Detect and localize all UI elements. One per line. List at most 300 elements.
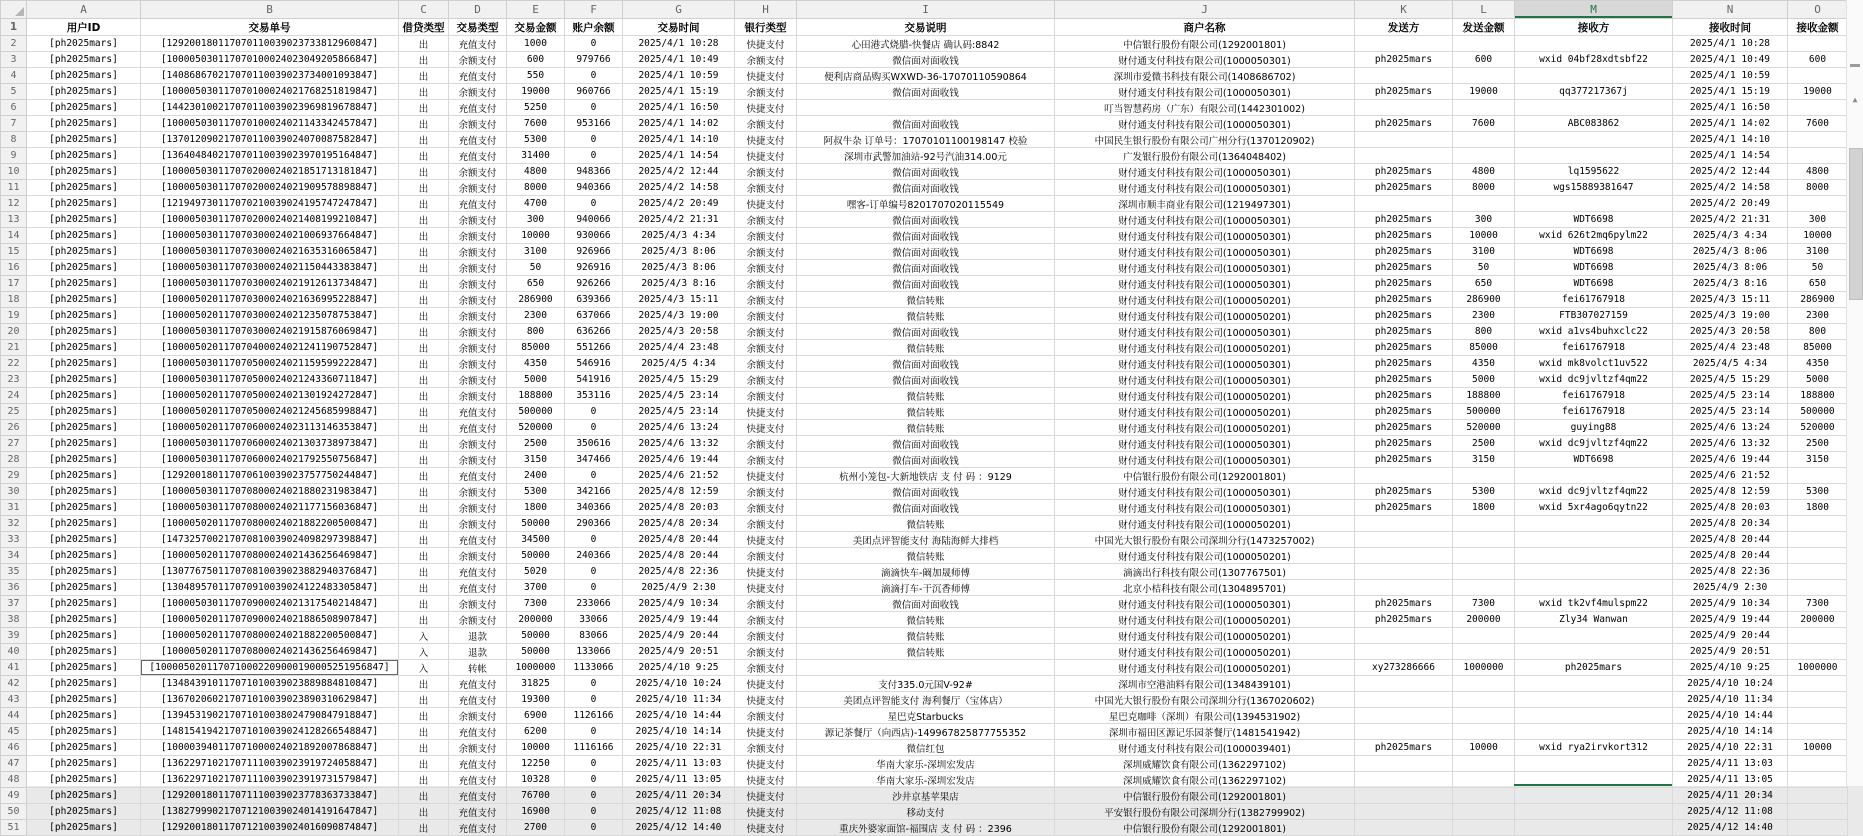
cell-O26[interactable]: 520000 [1788, 420, 1848, 436]
cell-I28[interactable]: 微信面对面收钱 [797, 452, 1055, 468]
cell-B4[interactable]: [140868670217070110039023734001093847] [141, 68, 399, 84]
cell-I32[interactable]: 微信转账 [797, 516, 1055, 532]
cell-H18[interactable]: 余额支付 [735, 292, 797, 308]
cell-D45[interactable]: 充值支付 [449, 724, 507, 740]
cell-J20[interactable]: 财付通支付科技有限公司(1000050301) [1055, 324, 1355, 340]
cell-G43[interactable]: 2025/4/10 11:34 [623, 692, 735, 708]
cell-E4[interactable]: 550 [507, 68, 565, 84]
cell-F43[interactable]: 0 [565, 692, 623, 708]
cell-B21[interactable]: [100005020117070400024021241190752847] [141, 340, 399, 356]
cell-J33[interactable]: 中国光大银行股份有限公司深圳分行(1473257002) [1055, 532, 1355, 548]
cell-B38[interactable]: [100005020117070900024021886508907847] [141, 612, 399, 628]
cell-M10[interactable]: lq1595622 [1515, 164, 1673, 180]
cell-B36[interactable]: [130489570117070910039024122483305847] [141, 580, 399, 596]
cell-E2[interactable]: 1000 [507, 36, 565, 52]
cell-B42[interactable]: [134843910117071010039023889884810847] [141, 676, 399, 692]
cell-N12[interactable]: 2025/4/2 20:49 [1673, 196, 1788, 212]
cell-H29[interactable]: 快捷支付 [735, 468, 797, 484]
cell-K10[interactable]: ph2025mars [1355, 164, 1453, 180]
cell-K47[interactable] [1355, 756, 1453, 772]
cell-A47[interactable]: [ph2025mars] [27, 756, 141, 772]
cell-J34[interactable]: 财付通支付科技有限公司(1000050201) [1055, 548, 1355, 564]
cell-H44[interactable]: 余额支付 [735, 708, 797, 724]
cell-C48[interactable]: 出 [399, 772, 449, 788]
cell-L6[interactable] [1453, 100, 1515, 116]
cell-E47[interactable]: 12250 [507, 756, 565, 772]
cell-G26[interactable]: 2025/4/6 13:24 [623, 420, 735, 436]
cell-L33[interactable] [1453, 532, 1515, 548]
cell-M27[interactable]: wxid dc9jvltzf4qm22 [1515, 436, 1673, 452]
select-all-corner[interactable] [1, 1, 27, 19]
cell-M22[interactable]: wxid mk8volct1uv522 [1515, 356, 1673, 372]
cell-E17[interactable]: 650 [507, 276, 565, 292]
cell-I49[interactable]: 沙井京基苹果店 [797, 788, 1055, 804]
cell-L49[interactable] [1453, 788, 1515, 804]
cell-A51[interactable]: [ph2025mars] [27, 820, 141, 836]
row-header-26[interactable]: 26 [1, 420, 27, 436]
cell-N6[interactable]: 2025/4/1 16:50 [1673, 100, 1788, 116]
cell-G31[interactable]: 2025/4/8 20:03 [623, 500, 735, 516]
cell-N46[interactable]: 2025/4/10 22:31 [1673, 740, 1788, 756]
cell-E29[interactable]: 2400 [507, 468, 565, 484]
cell-H8[interactable]: 快捷支付 [735, 132, 797, 148]
cell-G25[interactable]: 2025/4/5 23:14 [623, 404, 735, 420]
cell-M49[interactable] [1515, 788, 1673, 804]
cell-D26[interactable]: 充值支付 [449, 420, 507, 436]
cell-K29[interactable] [1355, 468, 1453, 484]
cell-J15[interactable]: 财付通支付科技有限公司(1000050301) [1055, 244, 1355, 260]
cell-I47[interactable]: 华南大家乐-深圳宏发店 [797, 756, 1055, 772]
row-header-31[interactable]: 31 [1, 500, 27, 516]
cell-F24[interactable]: 353116 [565, 388, 623, 404]
cell-O23[interactable]: 5000 [1788, 372, 1848, 388]
cell-F41[interactable]: 1133066 [565, 660, 623, 676]
cell-D40[interactable]: 退款 [449, 644, 507, 660]
cell-H27[interactable]: 余额支付 [735, 436, 797, 452]
cell-D31[interactable]: 余额支付 [449, 500, 507, 516]
row-header-6[interactable]: 6 [1, 100, 27, 116]
row-header-23[interactable]: 23 [1, 372, 27, 388]
column-header-F[interactable]: F [565, 1, 623, 19]
cell-A3[interactable]: [ph2025mars] [27, 52, 141, 68]
cell-C32[interactable]: 出 [399, 516, 449, 532]
cell-C21[interactable]: 出 [399, 340, 449, 356]
cell-N3[interactable]: 2025/4/1 10:49 [1673, 52, 1788, 68]
cell-N32[interactable]: 2025/4/8 20:34 [1673, 516, 1788, 532]
cell-F17[interactable]: 926266 [565, 276, 623, 292]
cell-G36[interactable]: 2025/4/9 2:30 [623, 580, 735, 596]
cell-O14[interactable]: 10000 [1788, 228, 1848, 244]
cell-O25[interactable]: 500000 [1788, 404, 1848, 420]
cell-N27[interactable]: 2025/4/6 13:32 [1673, 436, 1788, 452]
cell-E36[interactable]: 3700 [507, 580, 565, 596]
cell-K2[interactable] [1355, 36, 1453, 52]
cell-J11[interactable]: 财付通支付科技有限公司(1000050301) [1055, 180, 1355, 196]
cell-E23[interactable]: 5000 [507, 372, 565, 388]
cell-E21[interactable]: 85000 [507, 340, 565, 356]
cell-I4[interactable]: 便利店商品购买WXWD-36-17070110590864 [797, 68, 1055, 84]
cell-N26[interactable]: 2025/4/6 13:24 [1673, 420, 1788, 436]
cell-K7[interactable]: ph2025mars [1355, 116, 1453, 132]
cell-D8[interactable]: 充值支付 [449, 132, 507, 148]
cell-A19[interactable]: [ph2025mars] [27, 308, 141, 324]
cell-O20[interactable]: 800 [1788, 324, 1848, 340]
cell-H42[interactable]: 快捷支付 [735, 676, 797, 692]
cell-J18[interactable]: 财付通支付科技有限公司(1000050201) [1055, 292, 1355, 308]
cell-D42[interactable]: 充值支付 [449, 676, 507, 692]
cell-B32[interactable]: [100005020117070800024021882200500847] [141, 516, 399, 532]
cell-K33[interactable] [1355, 532, 1453, 548]
cell-G39[interactable]: 2025/4/9 20:44 [623, 628, 735, 644]
cell-N19[interactable]: 2025/4/3 19:00 [1673, 308, 1788, 324]
cell-G19[interactable]: 2025/4/3 19:00 [623, 308, 735, 324]
cell-A37[interactable]: [ph2025mars] [27, 596, 141, 612]
cell-G27[interactable]: 2025/4/6 13:32 [623, 436, 735, 452]
row-header-9[interactable]: 9 [1, 148, 27, 164]
cell-N28[interactable]: 2025/4/6 19:44 [1673, 452, 1788, 468]
cell-F37[interactable]: 233066 [565, 596, 623, 612]
cell-H10[interactable]: 余额支付 [735, 164, 797, 180]
cell-L22[interactable]: 4350 [1453, 356, 1515, 372]
cell-O9[interactable] [1788, 148, 1848, 164]
cell-B37[interactable]: [100005030117070900024021317540214847] [141, 596, 399, 612]
cell-C41[interactable]: 入 [399, 660, 449, 676]
cell-C3[interactable]: 出 [399, 52, 449, 68]
cell-L34[interactable] [1453, 548, 1515, 564]
cell-C30[interactable]: 出 [399, 484, 449, 500]
cell-G8[interactable]: 2025/4/1 14:10 [623, 132, 735, 148]
cell-B46[interactable]: [100003940117071000024021892007868847] [141, 740, 399, 756]
cell-E38[interactable]: 200000 [507, 612, 565, 628]
cell-O7[interactable]: 7600 [1788, 116, 1848, 132]
cell-A26[interactable]: [ph2025mars] [27, 420, 141, 436]
cell-K21[interactable]: ph2025mars [1355, 340, 1453, 356]
cell-O31[interactable]: 1800 [1788, 500, 1848, 516]
cell-E25[interactable]: 500000 [507, 404, 565, 420]
cell-J16[interactable]: 财付通支付科技有限公司(1000050301) [1055, 260, 1355, 276]
cell-D7[interactable]: 余额支付 [449, 116, 507, 132]
cell-J37[interactable]: 财付通支付科技有限公司(1000050301) [1055, 596, 1355, 612]
cell-I24[interactable]: 微信转账 [797, 388, 1055, 404]
cell-J50[interactable]: 平安银行股份有限公司深圳分行(1382799902) [1055, 804, 1355, 820]
cell-O28[interactable]: 3150 [1788, 452, 1848, 468]
cell-H19[interactable]: 余额支付 [735, 308, 797, 324]
cell-N7[interactable]: 2025/4/1 14:02 [1673, 116, 1788, 132]
cell-F5[interactable]: 960766 [565, 84, 623, 100]
cell-H46[interactable]: 余额支付 [735, 740, 797, 756]
cell-N15[interactable]: 2025/4/3 8:06 [1673, 244, 1788, 260]
cell-A41[interactable]: [ph2025mars] [27, 660, 141, 676]
cell-L20[interactable]: 800 [1453, 324, 1515, 340]
cell-J41[interactable]: 财付通支付科技有限公司(1000050201) [1055, 660, 1355, 676]
cell-E46[interactable]: 10000 [507, 740, 565, 756]
cell-E3[interactable]: 600 [507, 52, 565, 68]
cell-O8[interactable] [1788, 132, 1848, 148]
cell-H32[interactable]: 余额支付 [735, 516, 797, 532]
cell-H33[interactable]: 快捷支付 [735, 532, 797, 548]
cell-A34[interactable]: [ph2025mars] [27, 548, 141, 564]
cell-L5[interactable]: 19000 [1453, 84, 1515, 100]
cell-L41[interactable]: 1000000 [1453, 660, 1515, 676]
cell-D41[interactable]: 转帐 [449, 660, 507, 676]
row-header-18[interactable]: 18 [1, 292, 27, 308]
cell-F6[interactable]: 0 [565, 100, 623, 116]
cell-K32[interactable] [1355, 516, 1453, 532]
cell-A20[interactable]: [ph2025mars] [27, 324, 141, 340]
cell-M13[interactable]: WDT6698 [1515, 212, 1673, 228]
cell-J38[interactable]: 财付通支付科技有限公司(1000050201) [1055, 612, 1355, 628]
row-header-32[interactable]: 32 [1, 516, 27, 532]
cell-K49[interactable] [1355, 788, 1453, 804]
cell-G51[interactable]: 2025/4/12 14:40 [623, 820, 735, 836]
cell-I9[interactable]: 深圳市武警加油站-92号汽油314.00元 [797, 148, 1055, 164]
cell-F44[interactable]: 1126166 [565, 708, 623, 724]
column-header-C[interactable]: C [399, 1, 449, 19]
row-header-45[interactable]: 45 [1, 724, 27, 740]
cell-M45[interactable] [1515, 724, 1673, 740]
cell-E34[interactable]: 50000 [507, 548, 565, 564]
row-header-40[interactable]: 40 [1, 644, 27, 660]
cell-E30[interactable]: 5300 [507, 484, 565, 500]
cell-D47[interactable]: 充值支付 [449, 756, 507, 772]
cell-F11[interactable]: 940366 [565, 180, 623, 196]
cell-J21[interactable]: 财付通支付科技有限公司(1000050201) [1055, 340, 1355, 356]
cell-O17[interactable]: 650 [1788, 276, 1848, 292]
column-header-A[interactable]: A [27, 1, 141, 19]
cell-A23[interactable]: [ph2025mars] [27, 372, 141, 388]
cell-B40[interactable]: [100005020117070800024021436256469847] [141, 644, 399, 660]
cell-M4[interactable] [1515, 68, 1673, 84]
cell-A45[interactable]: [ph2025mars] [27, 724, 141, 740]
cell-B8[interactable]: [137012090217070110039024070087582847] [141, 132, 399, 148]
cell-M9[interactable] [1515, 148, 1673, 164]
cell-I16[interactable]: 微信面对面收钱 [797, 260, 1055, 276]
row-header-50[interactable]: 50 [1, 804, 27, 820]
cell-N34[interactable]: 2025/4/8 20:44 [1673, 548, 1788, 564]
cell-C40[interactable]: 入 [399, 644, 449, 660]
cell-B15[interactable]: [100005030117070300024021635316065847] [141, 244, 399, 260]
cell-I2[interactable]: 心田港式烧腊-快餐店 确认码:8842 [797, 36, 1055, 52]
cell-G48[interactable]: 2025/4/11 13:05 [623, 772, 735, 788]
cell-M35[interactable] [1515, 564, 1673, 580]
cell-B20[interactable]: [100005030117070300024021915876069847] [141, 324, 399, 340]
cell-O39[interactable] [1788, 628, 1848, 644]
cell-A18[interactable]: [ph2025mars] [27, 292, 141, 308]
cell-C5[interactable]: 出 [399, 84, 449, 100]
cell-M40[interactable] [1515, 644, 1673, 660]
cell-O34[interactable] [1788, 548, 1848, 564]
cell-B3[interactable]: [100005030117070100024023049205866847] [141, 52, 399, 68]
cell-M34[interactable] [1515, 548, 1673, 564]
cell-H24[interactable]: 余额支付 [735, 388, 797, 404]
cell-B31[interactable]: [100005030117070800024021177156036847] [141, 500, 399, 516]
cell-H20[interactable]: 余额支付 [735, 324, 797, 340]
cell-E13[interactable]: 300 [507, 212, 565, 228]
cell-I15[interactable]: 微信面对面收钱 [797, 244, 1055, 260]
cell-C31[interactable]: 出 [399, 500, 449, 516]
cell-B25[interactable]: [100005020117070500024021245685998847] [141, 404, 399, 420]
cell-A38[interactable]: [ph2025mars] [27, 612, 141, 628]
cell-N20[interactable]: 2025/4/3 20:58 [1673, 324, 1788, 340]
cell-H11[interactable]: 余额支付 [735, 180, 797, 196]
cell-B19[interactable]: [100005020117070300024021235078753847] [141, 308, 399, 324]
cell-K17[interactable]: ph2025mars [1355, 276, 1453, 292]
cell-M25[interactable]: fei61767918 [1515, 404, 1673, 420]
cell-D22[interactable]: 余额支付 [449, 356, 507, 372]
cell-B27[interactable]: [100005030117070600024021303738973847] [141, 436, 399, 452]
cell-N4[interactable]: 2025/4/1 10:59 [1673, 68, 1788, 84]
cell-K42[interactable] [1355, 676, 1453, 692]
cell-H15[interactable]: 余额支付 [735, 244, 797, 260]
column-header-H[interactable]: H [735, 1, 797, 19]
row-header-46[interactable]: 46 [1, 740, 27, 756]
cell-J14[interactable]: 财付通支付科技有限公司(1000050301) [1055, 228, 1355, 244]
cell-E44[interactable]: 6900 [507, 708, 565, 724]
cell-L37[interactable]: 7300 [1453, 596, 1515, 612]
cell-J7[interactable]: 财付通支付科技有限公司(1000050301) [1055, 116, 1355, 132]
cell-K24[interactable]: ph2025mars [1355, 388, 1453, 404]
cell-J42[interactable]: 深圳市空港油料有限公司(1348439101) [1055, 676, 1355, 692]
row-header-36[interactable]: 36 [1, 580, 27, 596]
cell-D28[interactable]: 余额支付 [449, 452, 507, 468]
cell-B39[interactable]: [100005020117070800024021882200500847] [141, 628, 399, 644]
cell-F23[interactable]: 541916 [565, 372, 623, 388]
cell-F46[interactable]: 1116166 [565, 740, 623, 756]
cell-B5[interactable]: [100005030117070100024021768251819847] [141, 84, 399, 100]
cell-J17[interactable]: 财付通支付科技有限公司(1000050301) [1055, 276, 1355, 292]
cell-K36[interactable] [1355, 580, 1453, 596]
cell-K41[interactable]: xy273286666 [1355, 660, 1453, 676]
cell-N37[interactable]: 2025/4/9 10:34 [1673, 596, 1788, 612]
cell-C11[interactable]: 出 [399, 180, 449, 196]
cell-D29[interactable]: 充值支付 [449, 468, 507, 484]
row-header-39[interactable]: 39 [1, 628, 27, 644]
cell-C20[interactable]: 出 [399, 324, 449, 340]
cell-F18[interactable]: 639366 [565, 292, 623, 308]
cell-I27[interactable]: 微信面对面收钱 [797, 436, 1055, 452]
cell-F22[interactable]: 546916 [565, 356, 623, 372]
row-header-41[interactable]: 41 [1, 660, 27, 676]
cell-L8[interactable] [1453, 132, 1515, 148]
cell-C36[interactable]: 出 [399, 580, 449, 596]
cell-I6[interactable] [797, 100, 1055, 116]
cell-G34[interactable]: 2025/4/8 20:44 [623, 548, 735, 564]
cell-L47[interactable] [1453, 756, 1515, 772]
cell-F45[interactable]: 0 [565, 724, 623, 740]
cell-O19[interactable]: 2300 [1788, 308, 1848, 324]
cell-G4[interactable]: 2025/4/1 10:59 [623, 68, 735, 84]
cell-K15[interactable]: ph2025mars [1355, 244, 1453, 260]
cell-D51[interactable]: 充值支付 [449, 820, 507, 836]
cell-L46[interactable]: 10000 [1453, 740, 1515, 756]
cell-B28[interactable]: [100005030117070600024021792550756847] [141, 452, 399, 468]
row-header-3[interactable]: 3 [1, 52, 27, 68]
cell-I22[interactable]: 微信面对面收钱 [797, 356, 1055, 372]
cell-A13[interactable]: [ph2025mars] [27, 212, 141, 228]
cell-E8[interactable]: 5300 [507, 132, 565, 148]
cell-D19[interactable]: 余额支付 [449, 308, 507, 324]
cell-J4[interactable]: 深圳市爱微书科技有限公司(1408686702) [1055, 68, 1355, 84]
cell-F40[interactable]: 133066 [565, 644, 623, 660]
cell-E14[interactable]: 10000 [507, 228, 565, 244]
cell-M33[interactable] [1515, 532, 1673, 548]
cell-H49[interactable]: 快捷支付 [735, 788, 797, 804]
cell-I35[interactable]: 滴滴快车-阚加晟师傅 [797, 564, 1055, 580]
cell-M12[interactable] [1515, 196, 1673, 212]
row-header-4[interactable]: 4 [1, 68, 27, 84]
row-header-15[interactable]: 15 [1, 244, 27, 260]
cell-J9[interactable]: 广发银行股份有限公司(1364048402) [1055, 148, 1355, 164]
cell-I18[interactable]: 微信转账 [797, 292, 1055, 308]
cell-E32[interactable]: 50000 [507, 516, 565, 532]
cell-F50[interactable]: 0 [565, 804, 623, 820]
cell-A42[interactable]: [ph2025mars] [27, 676, 141, 692]
field-header-L1[interactable]: 发送金额 [1453, 19, 1515, 36]
cell-A14[interactable]: [ph2025mars] [27, 228, 141, 244]
cell-F9[interactable]: 0 [565, 148, 623, 164]
cell-M42[interactable] [1515, 676, 1673, 692]
cell-K26[interactable]: ph2025mars [1355, 420, 1453, 436]
cell-O3[interactable]: 600 [1788, 52, 1848, 68]
cell-N17[interactable]: 2025/4/3 8:16 [1673, 276, 1788, 292]
cell-L18[interactable]: 286900 [1453, 292, 1515, 308]
cell-I50[interactable]: 移动支付 [797, 804, 1055, 820]
cell-I48[interactable]: 华南大家乐-深圳宏发店 [797, 772, 1055, 788]
cell-G11[interactable]: 2025/4/2 14:58 [623, 180, 735, 196]
cell-L19[interactable]: 2300 [1453, 308, 1515, 324]
cell-D12[interactable]: 充值支付 [449, 196, 507, 212]
cell-J2[interactable]: 中信银行股份有限公司(1292001801) [1055, 36, 1355, 52]
cell-F28[interactable]: 347466 [565, 452, 623, 468]
cell-H17[interactable]: 余额支付 [735, 276, 797, 292]
cell-M23[interactable]: wxid dc9jvltzf4qm22 [1515, 372, 1673, 388]
cell-O22[interactable]: 4350 [1788, 356, 1848, 372]
cell-D13[interactable]: 余额支付 [449, 212, 507, 228]
cell-A29[interactable]: [ph2025mars] [27, 468, 141, 484]
cell-J24[interactable]: 财付通支付科技有限公司(1000050201) [1055, 388, 1355, 404]
cell-M39[interactable] [1515, 628, 1673, 644]
cell-E40[interactable]: 50000 [507, 644, 565, 660]
cell-J19[interactable]: 财付通支付科技有限公司(1000050201) [1055, 308, 1355, 324]
cell-L4[interactable] [1453, 68, 1515, 84]
cell-B10[interactable]: [100005030117070200024021851713181847] [141, 164, 399, 180]
cell-B34[interactable]: [100005020117070800024021436256469847] [141, 548, 399, 564]
cell-N42[interactable]: 2025/4/10 10:24 [1673, 676, 1788, 692]
cell-G41[interactable]: 2025/4/10 9:25 [623, 660, 735, 676]
cell-K34[interactable] [1355, 548, 1453, 564]
cell-I40[interactable]: 微信转账 [797, 644, 1055, 660]
cell-E16[interactable]: 50 [507, 260, 565, 276]
cell-O50[interactable] [1788, 804, 1848, 820]
cell-L3[interactable]: 600 [1453, 52, 1515, 68]
cell-K5[interactable]: ph2025mars [1355, 84, 1453, 100]
cell-M17[interactable]: WDT6698 [1515, 276, 1673, 292]
cell-A17[interactable]: [ph2025mars] [27, 276, 141, 292]
cell-J46[interactable]: 财付通支付科技有限公司(1000039401) [1055, 740, 1355, 756]
cell-N9[interactable]: 2025/4/1 14:54 [1673, 148, 1788, 164]
row-header-25[interactable]: 25 [1, 404, 27, 420]
cell-L12[interactable] [1453, 196, 1515, 212]
cell-M44[interactable] [1515, 708, 1673, 724]
cell-N33[interactable]: 2025/4/8 20:44 [1673, 532, 1788, 548]
cell-D4[interactable]: 充值支付 [449, 68, 507, 84]
cell-G21[interactable]: 2025/4/4 23:48 [623, 340, 735, 356]
cell-J35[interactable]: 滴滴出行科技有限公司(1307767501) [1055, 564, 1355, 580]
cell-J3[interactable]: 财付通支付科技有限公司(1000050301) [1055, 52, 1355, 68]
cell-L42[interactable] [1453, 676, 1515, 692]
cell-K12[interactable] [1355, 196, 1453, 212]
cell-E28[interactable]: 3150 [507, 452, 565, 468]
